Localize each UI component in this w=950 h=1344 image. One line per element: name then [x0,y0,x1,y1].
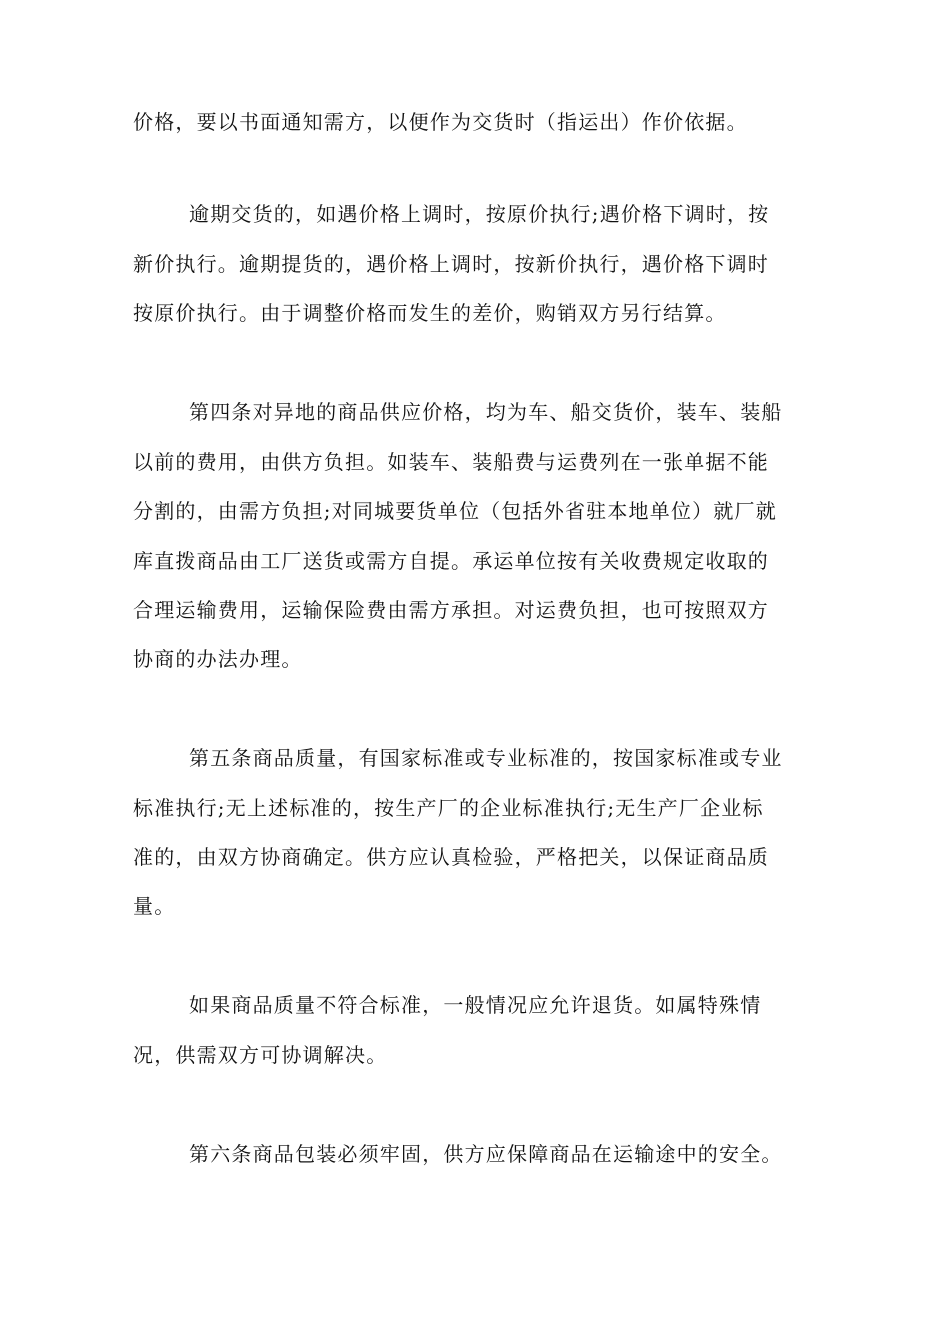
paragraph-line-overdue-3: 按原价执行。由于调整价格而发生的差价，购销双方另行结算。 [133,301,727,325]
paragraph-line-article4-6: 协商的办法办理。 [133,647,303,671]
paragraph-line-overdue-1: 逾期交货的，如遇价格上调时，按原价执行;遇价格下调时，按 [189,202,770,226]
paragraph-line-article4-1: 第四条对异地的商品供应价格，均为车、船交货价，装车、装船 [189,400,783,424]
paragraph-line-article5-2: 标准执行;无上述标准的，按生产厂的企业标准执行;无生产厂企业标 [133,796,764,820]
paragraph-line-article4-3: 分割的，由需方负担;对同城要货单位（包括外省驻本地单位）就厂就 [133,499,777,523]
paragraph-line-quality-return-1: 如果商品质量不符合标准，一般情况应允许退货。如属特殊情 [189,993,762,1017]
paragraph-line-article4-2: 以前的费用，由供方负担。如装车、装船费与运费列在一张单据不能 [133,450,769,474]
paragraph-line-article4-5: 合理运输费用，运输保险费由需方承担。对运费负担，也可按照双方 [133,598,769,622]
paragraph-line-overdue-2: 新价执行。逾期提货的，遇价格上调时，按新价执行，遇价格下调时 [133,252,769,276]
paragraph-line-price-notice: 价格，要以书面通知需方，以便作为交货时（指运出）作价依据。 [133,110,748,134]
paragraph-line-article4-4: 库直拨商品由工厂送货或需方自提。承运单位按有关收费规定收取的 [133,549,769,573]
paragraph-line-article6: 第六条商品包装必须牢固，供方应保障商品在运输途中的安全。 [189,1142,783,1166]
paragraph-line-article5-4: 量。 [133,894,176,918]
paragraph-line-quality-return-2: 况，供需双方可协调解决。 [133,1043,388,1067]
paragraph-line-article5-1: 第五条商品质量，有国家标准或专业标准的，按国家标准或专业 [189,746,783,770]
paragraph-line-article5-3: 准的，由双方协商确定。供方应认真检验，严格把关，以保证商品质 [133,845,769,869]
